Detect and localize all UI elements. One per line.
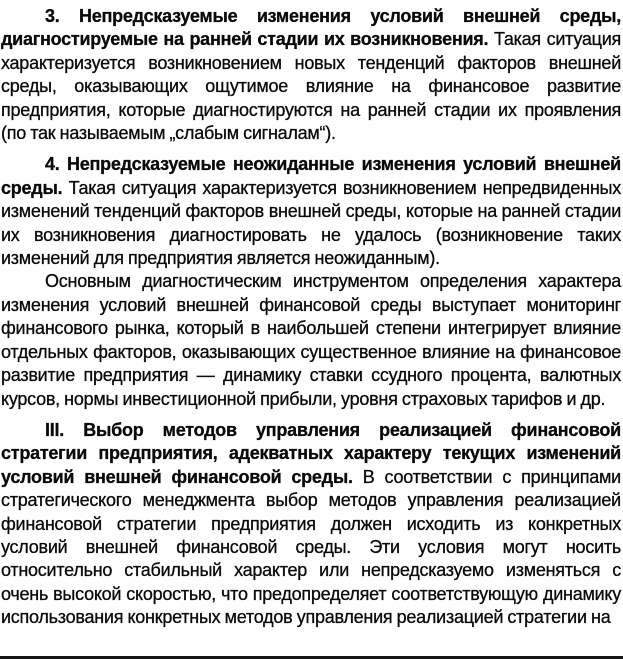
paragraph-lead-bold: Выбор методов управления реализацией финансовой стратегии предприятия, адекватных характеру текущих изменений условий внешней финансовой среды.: [1, 419, 621, 487]
paragraph-stage-III: [1, 419, 621, 630]
paragraph-lead-bold: Непредсказуемые неожиданные изменения условий внешней среды.: [1, 154, 621, 198]
paragraph-body: Основным диагностическим инструментом определения характера изменения условий внешней финансовой среды выступает мониторинг финансового рынка, который в наибольшей степени интегрирует влияние отдельных факторов, оказывающих существенное влияние на финансовое развитие предприятия — динамику ставки ссудного процента, валютных курсов, нормы инвестиционной прибыли, уровня страховых тарифов и др.: [1, 271, 621, 409]
paragraph-situation-4: [1, 153, 621, 270]
paragraph-body: В соответствии с принципами стратегического менеджмента выбор методов управления реализацией финансовой стратегии предприятия должен исходить из конкретных условий внешней финансовой среды. Эти условия могут носить относительно стабильный характер или непредсказуемо изменяться с очень высокой скоростью, что предопределяет соответствующую динамику использования конкретных методов управления реализацией стратегии на: [1, 466, 621, 628]
paragraph-number: 4.: [45, 154, 60, 175]
paragraph-body: Такая ситуация характеризуется возникновением новых тенденций факторов внешней среды, оказывающих ощутимое влияние на финансовое развитие предприятия, которые диагностируются на ранней стадии их проявления (по так называемым „слабым сигналам“).: [1, 29, 621, 144]
paragraph-number: III.: [45, 419, 65, 440]
paragraph-number: 3.: [45, 6, 60, 26]
paragraph-lead-bold: Непредсказуемые изменения условий внешней среды, диагностируемые на ранней стадии их возникновения.: [1, 6, 621, 50]
paragraph-monitoring: [1, 270, 621, 410]
paragraph-body: Такая ситуация характеризуется возникновением непредвиденных изменений тенденций факторов внешней среды, которые на ранней стадии их возникновения диагностировать не удалось (возникновение таких изменений для предприятия является неожиданным).: [1, 177, 621, 269]
paragraph-situation-3: [1, 5, 621, 145]
